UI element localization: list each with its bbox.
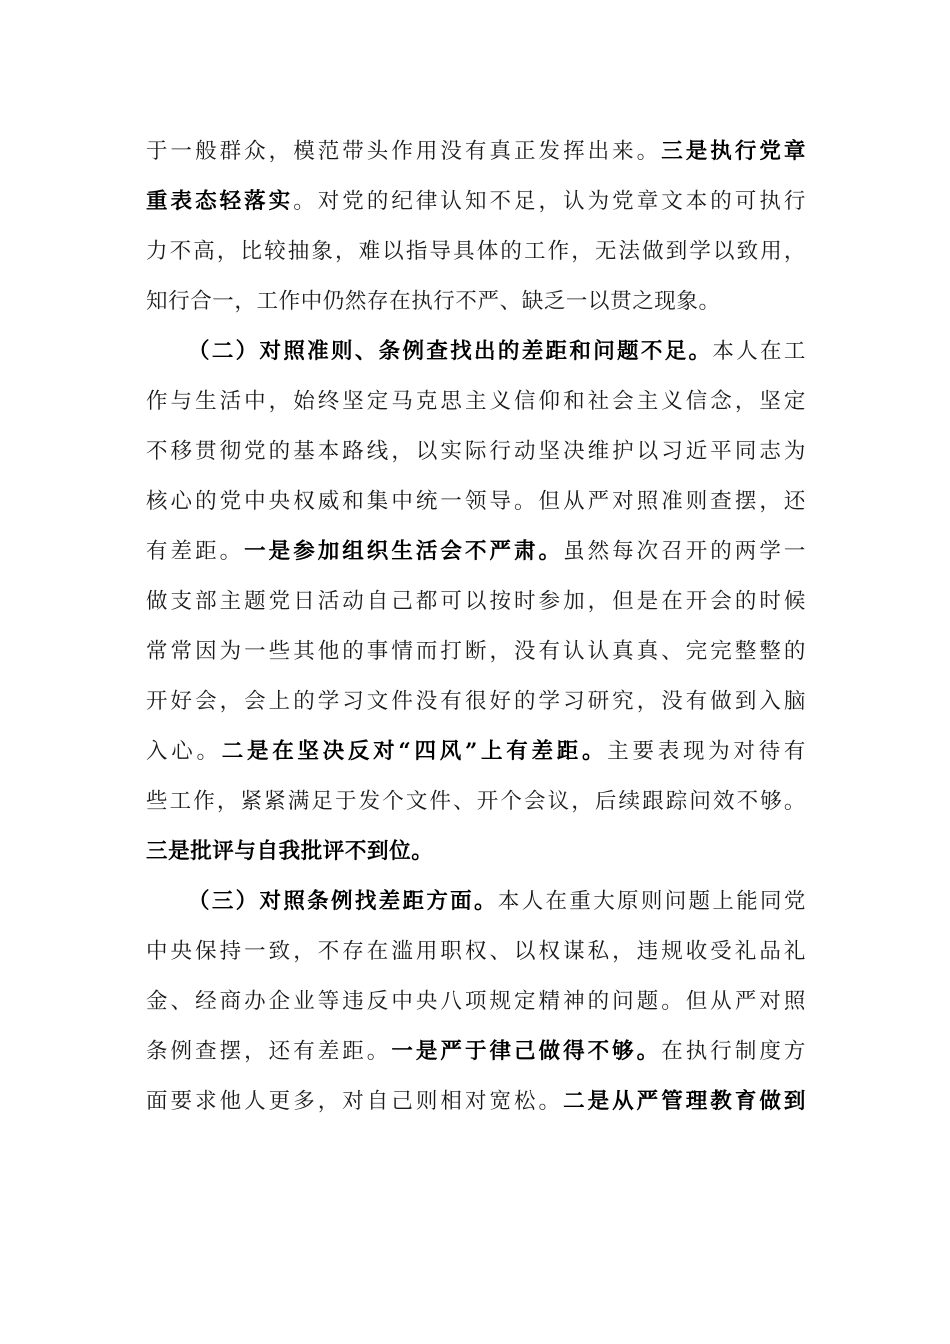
document-body: [146, 127, 806, 1127]
text-run: 本人在重大原则问题上能同党: [497, 889, 806, 914]
text-run: 入心。: [146, 739, 222, 764]
section-heading: （二）对照准则、条例查找出的差距和问题不足。: [188, 339, 713, 364]
text-run: 。对党的纪律认知不足，认为党章文本的可执行: [293, 189, 806, 214]
text-line: [146, 877, 806, 927]
text-run: 主要表现为对待有: [607, 739, 806, 764]
text-line: [146, 777, 806, 827]
bold-text-run: 二是从严管理教育做到: [563, 1089, 806, 1114]
text-run: 做支部主题党日活动自己都可以按时参加，但是在开会的时候: [146, 589, 806, 614]
paragraph-2: [146, 327, 806, 877]
text-line: [146, 527, 806, 577]
text-run: 虽然每次召开的两学一: [563, 539, 806, 564]
text-run: 条例查摆，还有差距。: [146, 1039, 392, 1064]
text-run: 金、经商办企业等违反中央八项规定精神的问题。但从严对照: [146, 989, 806, 1014]
text-line: [146, 627, 806, 677]
bold-text-run: 三是批评与自我批评不到位。: [146, 839, 434, 864]
text-run: 在执行制度方: [661, 1039, 806, 1064]
text-run: 些工作，紧紧满足于发个文件、开个会议，后续跟踪问效不够。: [146, 789, 806, 814]
text-line: [146, 827, 806, 877]
text-line: [146, 1077, 806, 1127]
text-run: 于一般群众，模范带头作用没有真正发挥出来。: [146, 139, 662, 164]
text-line: [146, 377, 806, 427]
text-run: 力不高，比较抽象，难以指导具体的工作，无法做到学以致用，: [146, 239, 806, 264]
bold-text-run: 三是执行党章: [661, 139, 806, 164]
text-line: [146, 327, 806, 377]
text-line: [146, 427, 806, 477]
text-run: 作与生活中，始终坚定马克思主义信仰和社会主义信念，坚定: [146, 389, 806, 414]
section-heading: （三）对照条例找差距方面。: [188, 889, 498, 914]
text-run: 核心的党中央权威和集中统一领导。但从严对照准则查摆，还: [146, 489, 806, 514]
text-line: [146, 477, 806, 527]
text-run: 不移贯彻党的基本路线，以实际行动坚决维护以习近平同志为: [146, 439, 806, 464]
text-line: [146, 577, 806, 627]
text-run: 面要求他人更多，对自己则相对宽松。: [146, 1089, 564, 1114]
text-line: [146, 727, 806, 777]
text-run: 知行合一，工作中仍然存在执行不严、缺乏一以贯之现象。: [146, 289, 721, 314]
text-line: [146, 977, 806, 1027]
bold-text-run: 二是在坚决反对“四风”上有差距。: [221, 739, 608, 764]
text-line: [146, 277, 806, 327]
paragraph-1: [146, 127, 806, 327]
text-run: 有差距。: [146, 539, 245, 564]
text-run: 中央保持一致，不存在滥用职权、以权谋私，违规收受礼品礼: [146, 939, 806, 964]
text-run: 常常因为一些其他的事情而打断，没有认认真真、完完整整的: [146, 639, 806, 664]
text-line: [146, 227, 806, 277]
text-line: [146, 177, 806, 227]
text-run: 开好会，会上的学习文件没有很好的学习研究，没有做到入脑: [146, 689, 806, 714]
bold-text-run: 重表态轻落实: [146, 189, 294, 214]
text-line: [146, 677, 806, 727]
text-line: [146, 1027, 806, 1077]
text-run: 本人在工: [712, 339, 806, 364]
paragraph-3: [146, 877, 806, 1127]
text-line: [146, 127, 806, 177]
text-line: [146, 927, 806, 977]
bold-text-run: 一是严于律己做得不够。: [391, 1039, 662, 1064]
bold-text-run: 一是参加组织生活会不严肃。: [244, 539, 564, 564]
